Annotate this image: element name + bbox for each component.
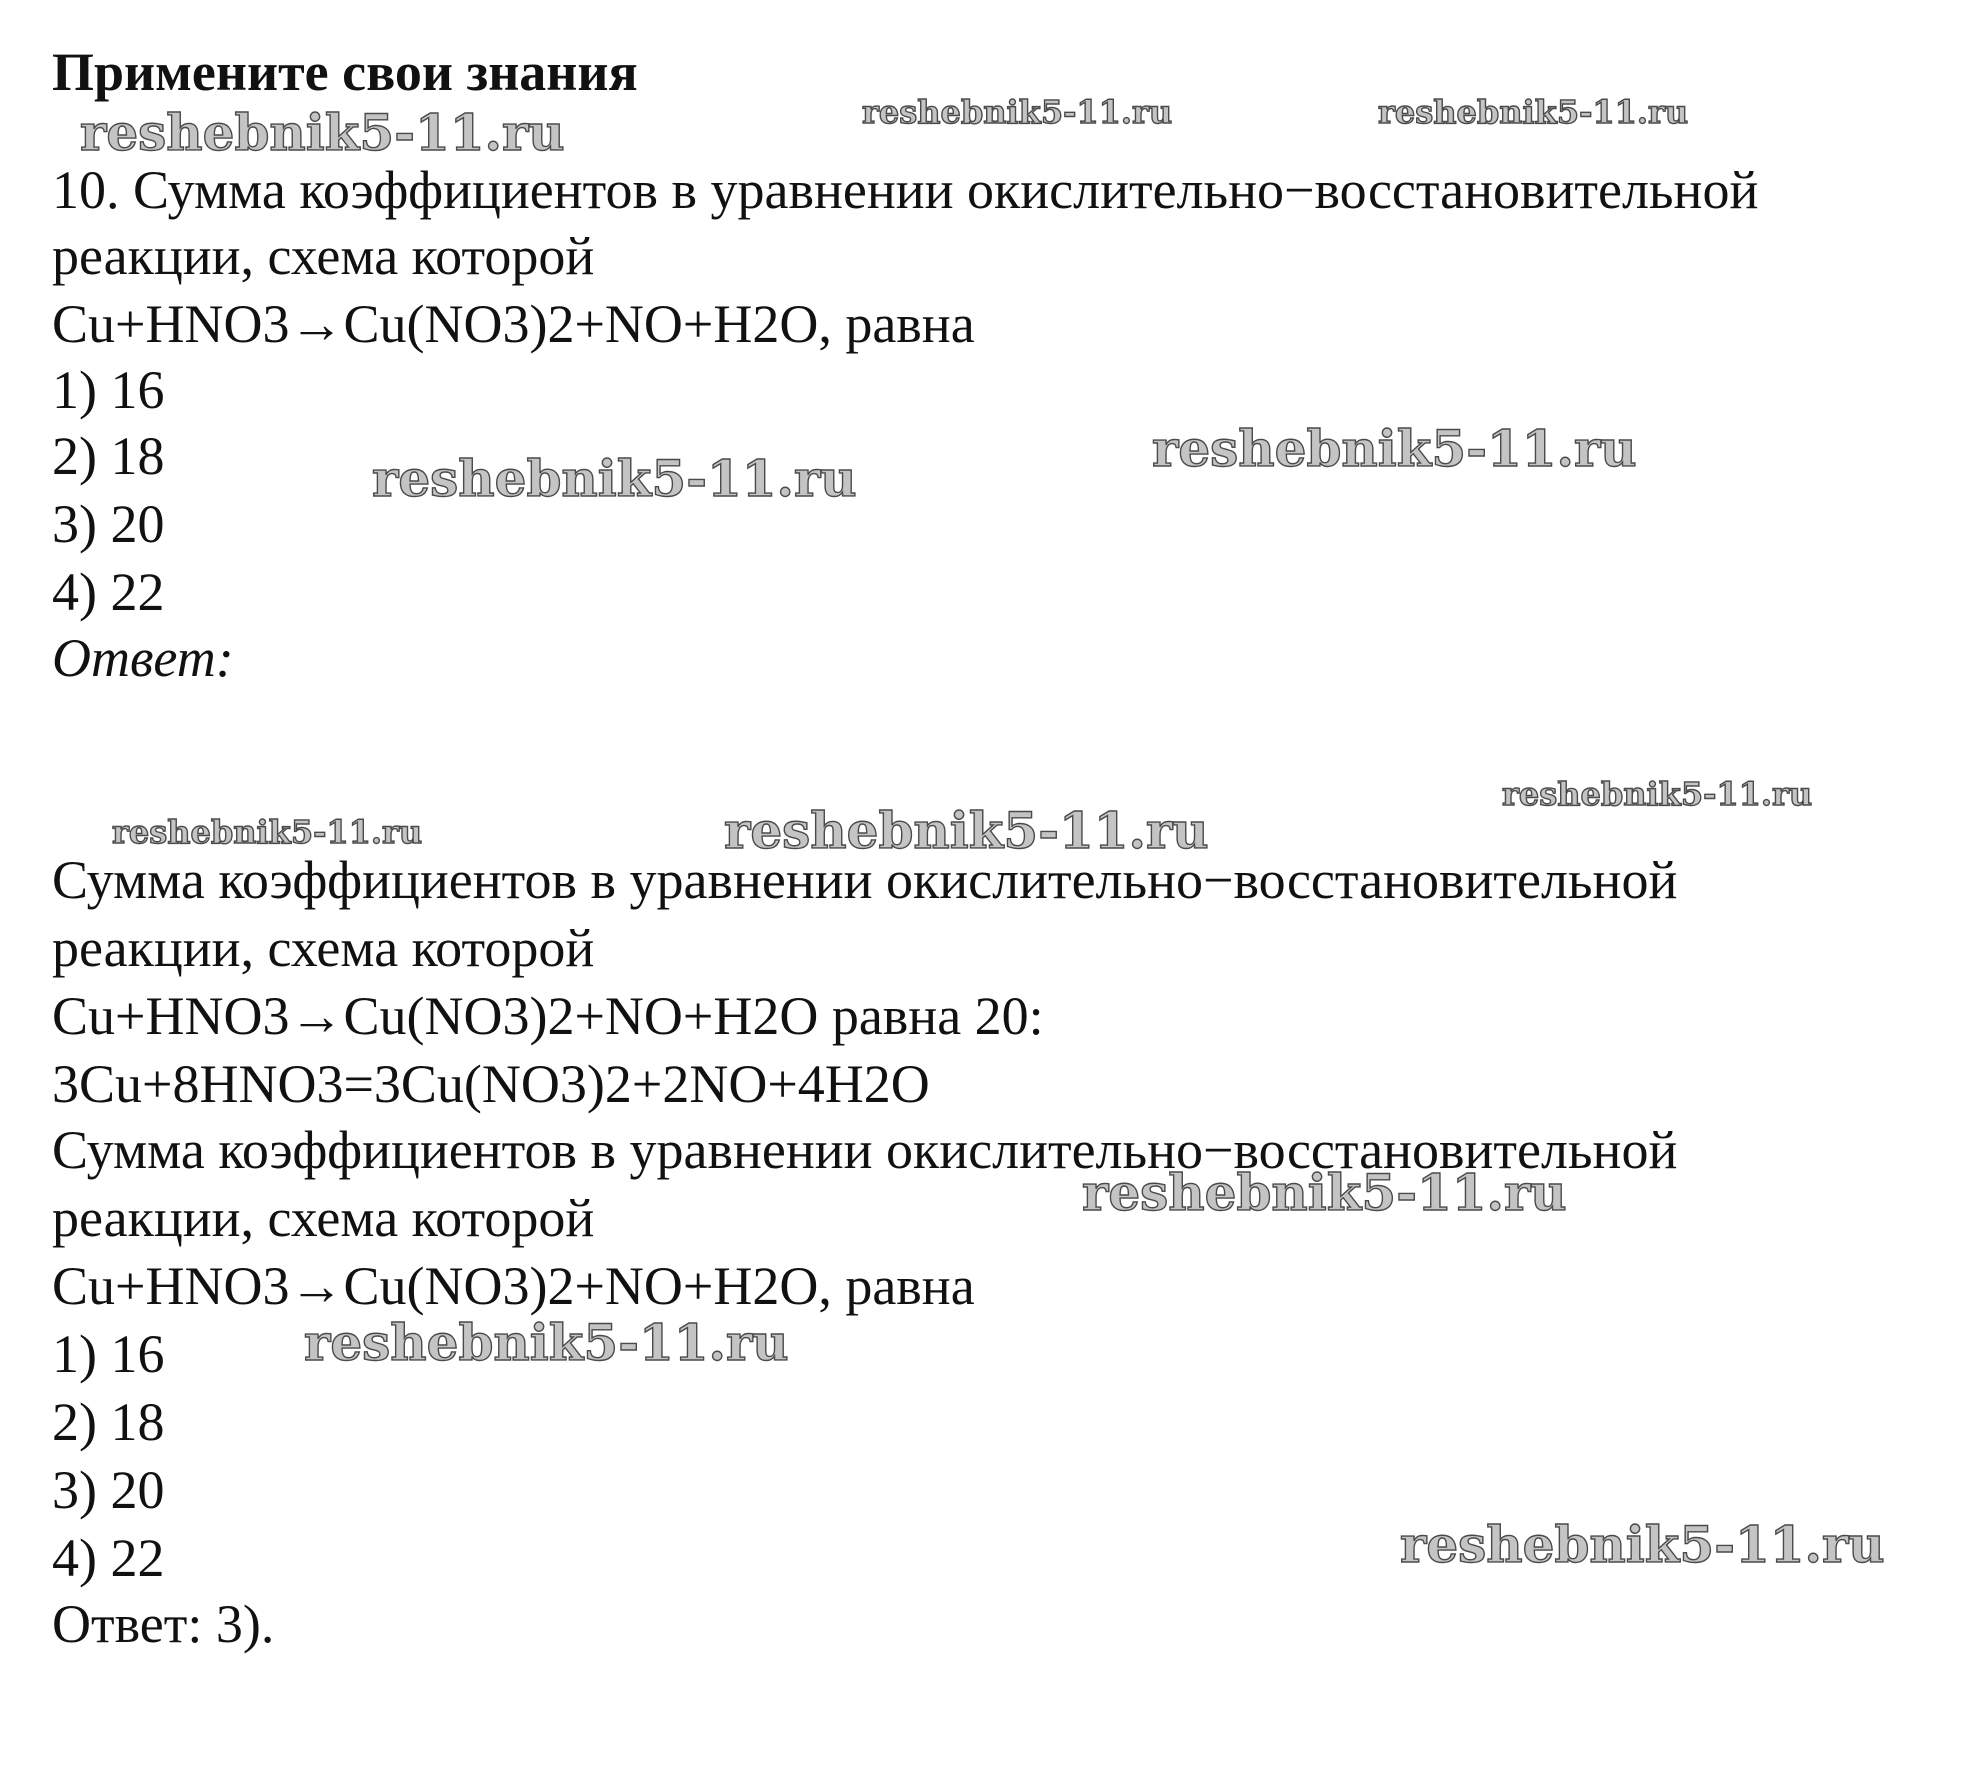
question-option-4: 4) 22 <box>52 562 165 622</box>
watermark: reshebnik5-11.ru <box>724 801 1209 860</box>
question-option-2: 2) 18 <box>52 426 165 486</box>
watermark: reshebnik5-11.ru <box>1502 775 1813 813</box>
solution-line-3: Cu+HNO3→Cu(NO3)2+NO+H2O равна 20: <box>52 986 1044 1046</box>
solution-line-6: реакции, схема которой <box>52 1188 595 1248</box>
solution-option-1: 1) 16 <box>52 1324 165 1384</box>
watermark: reshebnik5-11.ru <box>1082 1163 1567 1222</box>
solution-line-7: Cu+HNO3→Cu(NO3)2+NO+H2O, равна <box>52 1256 975 1316</box>
question-line-2: реакции, схема которой <box>52 226 595 286</box>
question-line-1: 10. Сумма коэффициентов в уравнении окислительно−восстановительной <box>52 160 1759 220</box>
solution-option-3: 3) 20 <box>52 1460 165 1520</box>
watermark: reshebnik5-11.ru <box>304 1313 789 1372</box>
watermark: reshebnik5-11.ru <box>372 449 857 508</box>
solution-line-2: реакции, схема которой <box>52 918 595 978</box>
solution-equation: 3Cu+8HNO3=3Cu(NO3)2+2NO+4H2O <box>52 1054 930 1114</box>
question-option-3: 3) 20 <box>52 494 165 554</box>
question-scheme: Cu+HNO3→Cu(NO3)2+NO+H2O, равна <box>52 294 975 354</box>
watermark: reshebnik5-11.ru <box>1400 1515 1885 1574</box>
solution-line-5: Сумма коэффициентов в уравнении окислительно−восстановительной <box>52 1120 1678 1180</box>
solution-option-4: 4) 22 <box>52 1528 165 1588</box>
solution-line-1: Сумма коэффициентов в уравнении окислительно−восстановительной <box>52 850 1678 910</box>
solution-option-2: 2) 18 <box>52 1392 165 1452</box>
watermark: reshebnik5-11.ru <box>862 93 1173 131</box>
solution-answer: Ответ: 3). <box>52 1594 275 1654</box>
question-option-1: 1) 16 <box>52 360 165 420</box>
section-heading: Примените свои знания <box>52 42 638 102</box>
watermark: reshebnik5-11.ru <box>1152 419 1637 478</box>
watermark: reshebnik5-11.ru <box>1378 93 1689 131</box>
watermark: reshebnik5-11.ru <box>80 103 565 162</box>
watermark: reshebnik5-11.ru <box>112 813 423 851</box>
question-answer-label: Ответ: <box>52 628 234 688</box>
